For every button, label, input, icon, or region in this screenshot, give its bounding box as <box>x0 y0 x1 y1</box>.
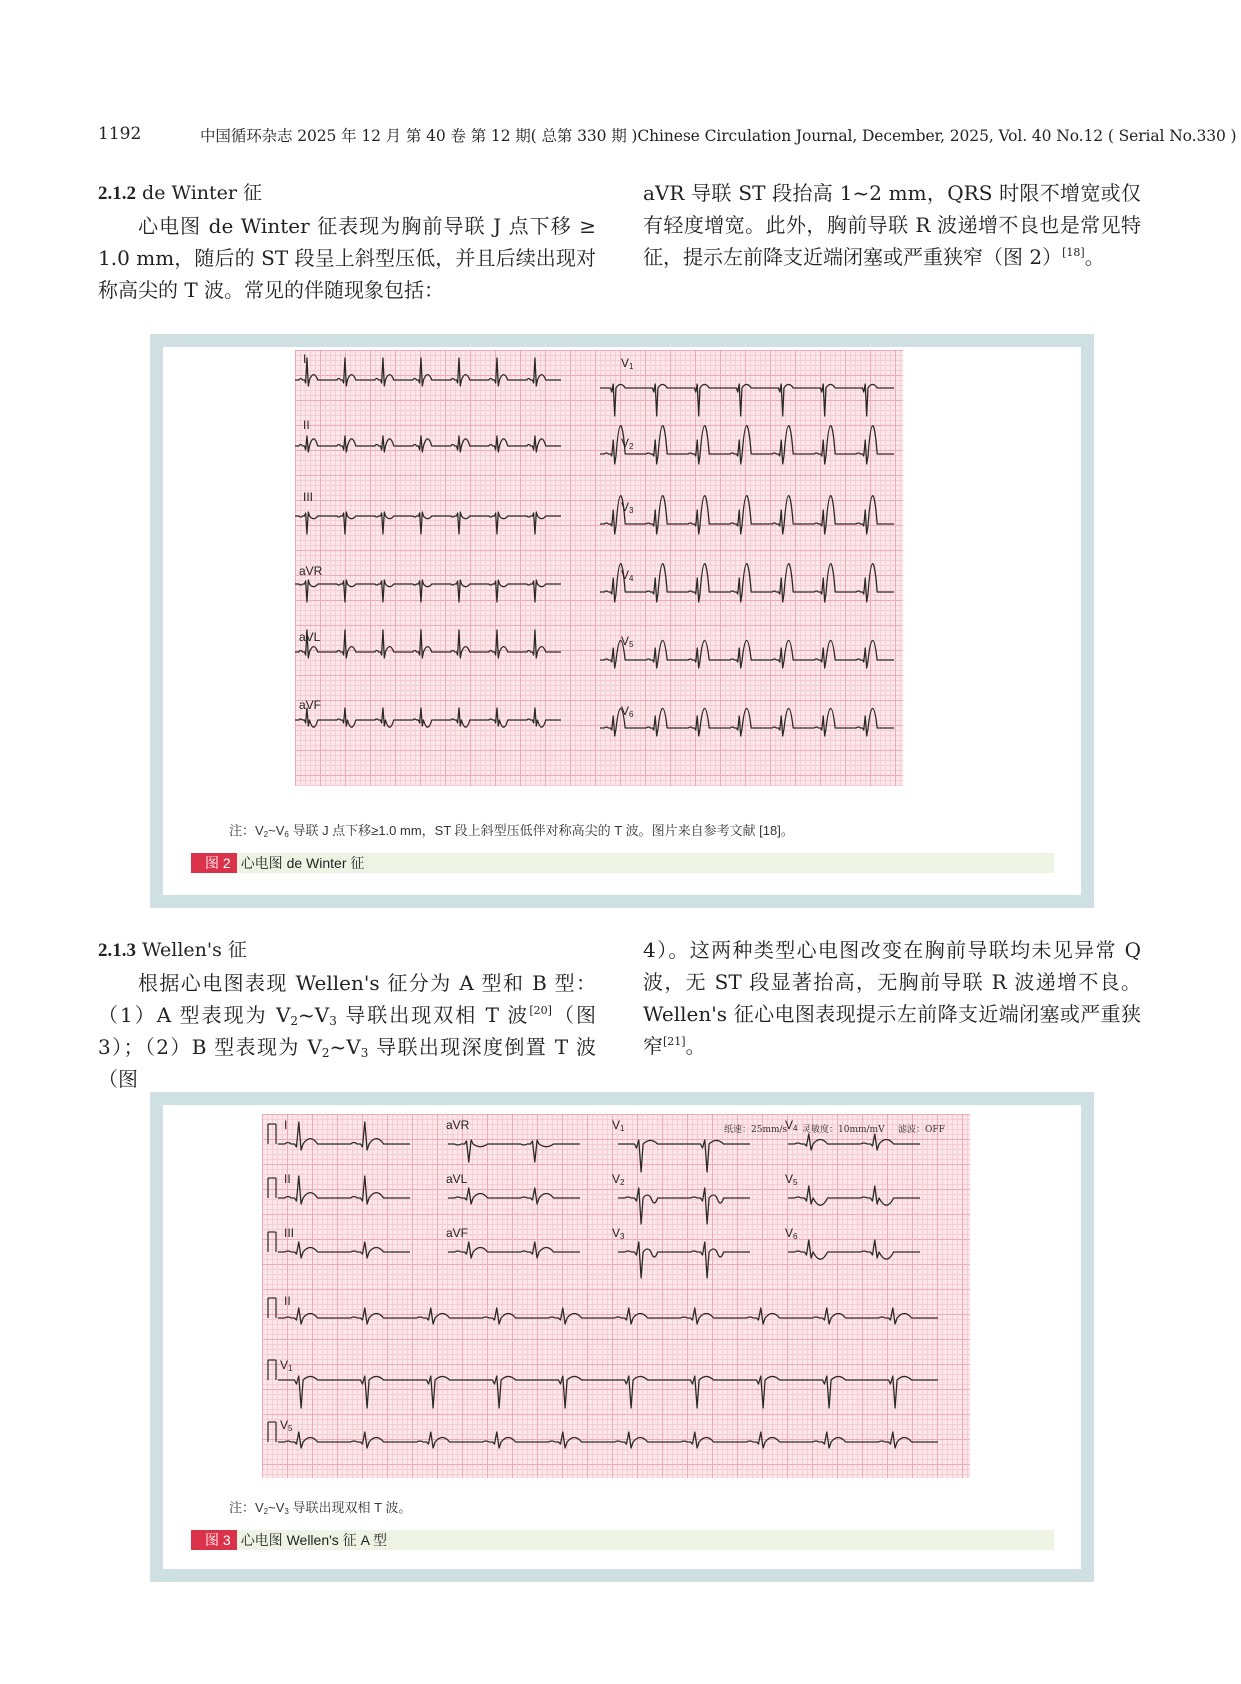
section-212-heading <box>98 177 596 210</box>
citation-18: [18] <box>1062 246 1085 259</box>
section-213-left-column <box>98 934 596 1095</box>
section-213-title: Wellen's 征 <box>142 939 247 961</box>
subscript: 2 <box>290 1014 299 1028</box>
section-213-heading <box>98 934 596 967</box>
citation-21: [21] <box>663 1035 686 1048</box>
text-run: 导联出现深度倒置 T 波（图 <box>98 1035 596 1091</box>
ecg-trace <box>788 1240 920 1259</box>
ecg-trace <box>278 1376 938 1408</box>
text-run: （图 3）；（2）B 型表现为 V <box>98 1003 597 1059</box>
subscript: 3 <box>360 1046 369 1060</box>
ecg-trace <box>788 1186 920 1205</box>
lead-label-ii: II <box>303 418 310 432</box>
lead-label-v3: $V_3$ <box>612 1226 625 1241</box>
figure-2-ecg <box>295 350 903 786</box>
ecg-trace <box>600 564 894 602</box>
ecg-trace <box>278 1432 938 1448</box>
lead-label-iii: III <box>284 1226 295 1240</box>
figure-3-tag: 图 3 <box>191 1530 237 1550</box>
lead-label-v2: $V_2$ <box>621 436 634 451</box>
ecg-trace <box>618 1242 750 1278</box>
ecg-trace <box>788 1134 920 1150</box>
note-text: ~V <box>268 1500 285 1515</box>
lead-label-v5: $V_5$ <box>785 1172 798 1187</box>
note-text: 导联 J 点下移≥1.0 mm，ST 段上斜型压低伴对称高尖的 T 波。图片来自参考文献 [18]。 <box>288 823 794 838</box>
figure-2-traces <box>295 350 903 786</box>
ecg-trace <box>278 1308 938 1324</box>
section-212-right-column <box>643 177 1141 273</box>
note-text: ~V <box>268 823 285 838</box>
note-text: 注：V <box>229 1500 264 1515</box>
section-213-right-paragraph <box>643 934 1141 1062</box>
figure-2-note <box>229 820 794 839</box>
citation-20: [20] <box>529 1004 552 1017</box>
lead-label-v5-rhythm: $V_5$ <box>280 1418 293 1433</box>
ecg-trace <box>600 640 894 668</box>
lead-label-ii-rhythm: II <box>284 1294 291 1308</box>
lead-label-avf: aVF <box>446 1226 469 1240</box>
figure-2-caption <box>191 853 1054 873</box>
ecg-trace <box>295 512 561 534</box>
ecg-trace <box>295 580 561 602</box>
subscript: 2 <box>321 1046 330 1060</box>
lead-label-i: I <box>303 352 307 366</box>
ecg-trace <box>295 358 561 386</box>
note-subscript: 2 <box>263 1507 269 1516</box>
note-text: 导联出现双相 T 波。 <box>288 1500 412 1515</box>
filter-setting: 滤波：OFF <box>898 1125 945 1135</box>
text-run: 根据心电图表现 Wellen's 征分为 A 型和 B 型：（1）A 型表现为 V <box>98 971 596 1027</box>
lead-label-v3: $V_3$ <box>621 500 634 515</box>
lead-label-v6: $V_6$ <box>621 704 634 719</box>
lead-label-v1: $V_1$ <box>621 356 634 371</box>
lead-label-v1: $V_1$ <box>612 1118 625 1133</box>
ecg-trace <box>278 1176 410 1204</box>
ecg-trace <box>295 708 561 727</box>
lead-label-avr: aVR <box>299 564 323 578</box>
journal-header: 中国循环杂志 2025 年 12 月 第 40 卷 第 12 期( 总第 330 期 )Chinese Circulation Journal, December, 2025, Vol. 40 No.12 ( Serial No.330 ) <box>200 127 1237 145</box>
lead-label-v4: $V_4$ <box>785 1118 798 1133</box>
section-213-number: 2.1.3 <box>98 940 136 961</box>
figure-3-note <box>229 1497 411 1516</box>
lead-label-i: I <box>284 1118 288 1132</box>
figure-2-tag: 图 2 <box>191 853 237 873</box>
ecg-trace <box>278 1122 410 1150</box>
ecg-trace <box>600 426 894 464</box>
ecg-trace <box>295 630 561 658</box>
section-212-number: 2.1.2 <box>98 183 136 204</box>
ecg-trace <box>448 1242 580 1258</box>
ecg-trace <box>600 496 894 534</box>
section-213-right-text: 4）。这两种类型心电图改变在胸前导联均未见异常 Q 波，无 ST 段显著抬高，无胸前导联 R 波递增不良。Wellen's 征心电图表现提示左前降支近端闭塞或严重狭窄 <box>643 938 1141 1058</box>
text-run: 导联出现双相 T 波 <box>336 1003 530 1027</box>
note-subscript: 2 <box>263 830 269 839</box>
note-subscript: 3 <box>284 1507 289 1516</box>
note-subscript: 6 <box>284 830 289 839</box>
figure-2-caption-text: 心电图 de Winter 征 <box>240 855 365 871</box>
section-212-right-text: aVR 导联 ST 段抬高 1~2 mm，QRS 时限不增宽或仅有轻度增宽。此外，胸前导联 R 波递增不良也是常见特征，提示左前降支近端闭塞或严重狭窄（图 2） <box>643 181 1141 269</box>
figure-3-ecg <box>262 1114 970 1478</box>
ecg-trace <box>618 1188 750 1224</box>
section-212-left-text: 心电图 de Winter 征表现为胸前导联 J 点下移 ≥ 1.0 mm，随后的 ST 段呈上斜型压低，并且后续出现对称高尖的 T 波。常见的伴随现象包括： <box>98 214 596 302</box>
lead-label-v2: $V_2$ <box>612 1172 625 1187</box>
lead-label-avl: aVL <box>446 1172 468 1186</box>
section-213-right-column <box>643 934 1141 1062</box>
lead-label-avr: aVR <box>446 1118 470 1132</box>
ecg-trace <box>600 384 894 416</box>
lead-label-ii: II <box>284 1172 291 1186</box>
lead-label-iii: III <box>303 490 314 504</box>
figure-3-caption-text: 心电图 Wellen's 征 A 型 <box>240 1532 388 1548</box>
text-run: ~V <box>298 1003 330 1027</box>
text-run: ~V <box>329 1035 361 1059</box>
page-number: 1192 <box>98 124 142 144</box>
lead-label-avf: aVF <box>299 698 322 712</box>
note-text: 注：V <box>229 823 264 838</box>
subscript: 3 <box>329 1014 337 1028</box>
section-212-right-paragraph <box>643 177 1141 273</box>
ecg-trace <box>448 1188 580 1204</box>
ecg-trace <box>618 1140 750 1172</box>
section-212-title: de Winter 征 <box>142 182 263 204</box>
section-212-left-column <box>98 177 596 306</box>
figure-3-traces <box>262 1114 970 1478</box>
ecg-trace <box>600 708 894 736</box>
section-212-right-end: 。 <box>1084 245 1105 269</box>
figure-3-caption <box>191 1530 1054 1550</box>
ecg-trace <box>448 1140 580 1162</box>
ecg-trace <box>278 1242 410 1258</box>
lead-label-v6: $V_6$ <box>785 1226 798 1241</box>
lead-label-v5: $V_5$ <box>621 634 634 649</box>
section-213-right-end: 。 <box>685 1034 706 1058</box>
ecg-trace <box>295 436 561 452</box>
lead-label-v1-rhythm: $V_1$ <box>280 1358 293 1373</box>
section-213-left-paragraph <box>98 967 596 1095</box>
paper-speed: 纸速：25mm/s <box>724 1125 788 1135</box>
lead-label-v4: $V_4$ <box>621 568 634 583</box>
gain-setting: 灵敏度：10mm/mV <box>802 1125 885 1135</box>
lead-label-avl: aVL <box>299 630 321 644</box>
